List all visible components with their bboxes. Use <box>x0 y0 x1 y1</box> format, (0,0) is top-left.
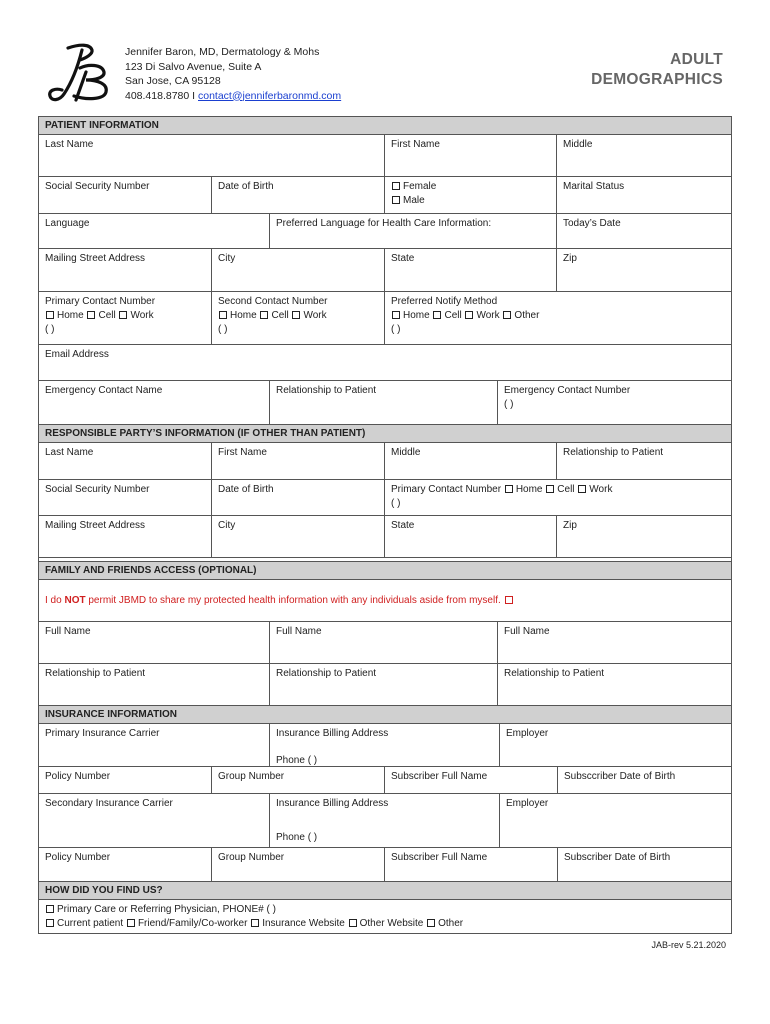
cell-checkbox[interactable] <box>546 485 554 493</box>
address-line-2: San Jose, CA 95128 <box>125 75 221 87</box>
primary-carrier-field[interactable]: Primary Insurance Carrier <box>45 728 160 739</box>
practice-header <box>125 45 341 103</box>
patient-first-name-field[interactable]: First Name <box>384 135 556 176</box>
notify-method-field[interactable]: Preferred Notify Method Home Cell Work Other ( ) <box>384 292 731 344</box>
resp-ssn-field[interactable]: Social Security Number <box>45 484 150 495</box>
demographics-form <box>38 116 732 934</box>
patient-marital-field[interactable]: Marital Status <box>556 177 731 213</box>
primary-subscriber-dob-field[interactable]: Subsccriber Date of Birth <box>557 767 731 793</box>
revision-footer: JAB-rev 5.21.2020 <box>651 940 726 950</box>
resp-state-field[interactable]: State <box>384 516 556 557</box>
practice-name: Jennifer Baron, MD, Dermatology & Mohs <box>125 46 320 58</box>
resp-city-field[interactable]: City <box>211 516 384 557</box>
resp-street-field[interactable]: Mailing Street Address <box>45 520 146 531</box>
patient-last-name-field[interactable]: Last Name <box>45 139 94 150</box>
primary-care-checkbox[interactable] <box>46 905 54 913</box>
family-full-name-3[interactable]: Full Name <box>497 622 731 663</box>
title-line-1: ADULT <box>670 51 723 68</box>
patient-preferred-language-field[interactable]: Preferred Language for Health Care Information: <box>269 214 556 248</box>
emergency-number-field[interactable]: Emergency Contact Number ( ) <box>497 381 731 424</box>
other-checkbox[interactable] <box>427 919 435 927</box>
resp-relationship-field[interactable]: Relationship to Patient <box>556 443 731 479</box>
share-restriction-notice: I do NOT permit JBMD to share my protected health information with any individuals aside from myself. <box>39 580 731 621</box>
resp-middle-field[interactable]: Middle <box>384 443 556 479</box>
todays-date-field[interactable]: Today’s Date <box>556 214 731 248</box>
male-checkbox[interactable] <box>392 196 400 204</box>
work-checkbox[interactable] <box>578 485 586 493</box>
primary-contact-field[interactable]: Primary Contact Number Home Cell Work ( ) <box>45 296 156 335</box>
secondary-group-field[interactable]: Group Number <box>211 848 384 881</box>
insurance-website-checkbox[interactable] <box>251 919 259 927</box>
primary-billing-address-field[interactable]: Insurance Billing Address Phone ( ) <box>269 724 499 766</box>
secondary-subscriber-dob-field[interactable]: Subscriber Date of Birth <box>557 848 731 881</box>
patient-city-field[interactable]: City <box>211 249 384 291</box>
family-relationship-3[interactable]: Relationship to Patient <box>497 664 731 705</box>
home-checkbox[interactable] <box>219 311 227 319</box>
resp-primary-contact-field[interactable]: Primary Contact Number Home Cell Work ( ) <box>384 480 731 515</box>
find-us-options: Primary Care or Referring Physician, PHONE# ( ) Current patient Friend/Family/Co-worker Insurance Website Other Website Other <box>39 900 731 933</box>
primary-policy-field[interactable]: Policy Number <box>45 771 111 782</box>
section-insurance: INSURANCE INFORMATION <box>39 706 731 723</box>
patient-middle-field[interactable]: Middle <box>556 135 731 176</box>
secondary-carrier-field[interactable]: Secondary Insurance Carrier <box>45 798 173 809</box>
primary-group-field[interactable]: Group Number <box>211 767 384 793</box>
emergency-relationship-field[interactable]: Relationship to Patient <box>269 381 497 424</box>
primary-phone-label: Phone ( ) <box>276 755 318 766</box>
patient-language-field[interactable]: Language <box>45 218 90 229</box>
resp-last-name-field[interactable]: Last Name <box>45 447 94 458</box>
contact-line <box>125 89 341 104</box>
jb-logo <box>46 42 114 106</box>
second-contact-field[interactable]: Second Contact Number Home Cell Work ( ) <box>211 292 384 344</box>
patient-zip-field[interactable]: Zip <box>556 249 731 291</box>
no-share-checkbox[interactable] <box>505 596 513 604</box>
patient-dob-field[interactable]: Date of Birth <box>211 177 384 213</box>
current-patient-checkbox[interactable] <box>46 919 54 927</box>
other-website-checkbox[interactable] <box>349 919 357 927</box>
section-patient-info: PATIENT INFORMATION <box>39 117 731 134</box>
section-responsible-party: RESPONSIBLE PARTY’S INFORMATION (IF OTHER THAN PATIENT) <box>39 425 731 442</box>
section-family-access: FAMILY AND FRIENDS ACCESS (OPTIONAL) <box>39 562 731 579</box>
home-checkbox[interactable] <box>392 311 400 319</box>
family-full-name-1[interactable]: Full Name <box>45 626 91 637</box>
patient-ssn-field[interactable]: Social Security Number <box>45 181 150 192</box>
patient-sex-field: Female Male <box>384 177 556 213</box>
home-checkbox[interactable] <box>505 485 513 493</box>
patient-street-field[interactable]: Mailing Street Address <box>45 253 146 264</box>
work-checkbox[interactable] <box>465 311 473 319</box>
patient-email-field[interactable]: Email Address <box>45 349 109 360</box>
family-full-name-2[interactable]: Full Name <box>269 622 497 663</box>
cell-checkbox[interactable] <box>260 311 268 319</box>
resp-first-name-field[interactable]: First Name <box>211 443 384 479</box>
section-find-us: HOW DID YOU FIND US? <box>39 882 731 899</box>
primary-subscriber-name-field[interactable]: Subscriber Full Name <box>384 767 557 793</box>
cell-checkbox[interactable] <box>433 311 441 319</box>
patient-state-field[interactable]: State <box>384 249 556 291</box>
form-title <box>591 50 723 90</box>
secondary-subscriber-name-field[interactable]: Subscriber Full Name <box>384 848 557 881</box>
secondary-policy-field[interactable]: Policy Number <box>45 852 111 863</box>
other-checkbox[interactable] <box>503 311 511 319</box>
phone-number: 408.418.8780 I <box>125 89 196 102</box>
cell-checkbox[interactable] <box>87 311 95 319</box>
work-checkbox[interactable] <box>292 311 300 319</box>
address-line-1: 123 Di Salvo Avenue, Suite A <box>125 60 262 73</box>
email-link[interactable]: contact@jenniferbaronmd.com <box>198 89 342 102</box>
family-relationship-2[interactable]: Relationship to Patient <box>269 664 497 705</box>
work-checkbox[interactable] <box>119 311 127 319</box>
secondary-billing-address-field[interactable]: Insurance Billing Address Phone ( ) <box>269 794 499 847</box>
secondary-employer-field[interactable]: Employer <box>499 794 731 847</box>
emergency-name-field[interactable]: Emergency Contact Name <box>45 385 163 396</box>
friend-family-checkbox[interactable] <box>127 919 135 927</box>
title-line-2: DEMOGRAPHICS <box>591 71 723 88</box>
family-relationship-1[interactable]: Relationship to Patient <box>45 668 146 679</box>
secondary-phone-label: Phone ( ) <box>276 832 318 843</box>
female-checkbox[interactable] <box>392 182 400 190</box>
resp-zip-field[interactable]: Zip <box>556 516 731 557</box>
home-checkbox[interactable] <box>46 311 54 319</box>
resp-dob-field[interactable]: Date of Birth <box>211 480 384 515</box>
primary-employer-field[interactable]: Employer <box>499 724 731 766</box>
